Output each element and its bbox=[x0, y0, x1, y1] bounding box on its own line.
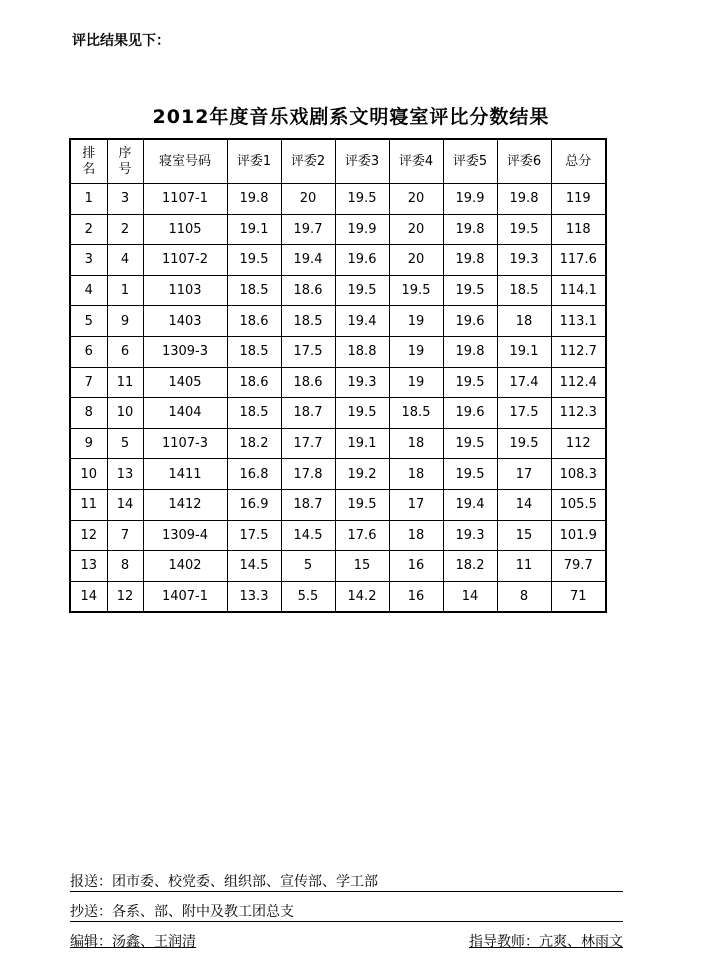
report-to-line bbox=[70, 873, 623, 892]
cell-room: 1403 bbox=[143, 306, 227, 337]
cell-judge-5: 19.5 bbox=[443, 459, 497, 490]
table-row bbox=[70, 428, 606, 459]
cell-judge-3: 19.2 bbox=[335, 459, 389, 490]
header-rank: 排名 bbox=[70, 139, 107, 184]
cell-judge-3: 19.3 bbox=[335, 367, 389, 398]
cell-judge-2: 5 bbox=[281, 551, 335, 582]
score-table-body bbox=[70, 184, 606, 613]
cell-serial: 4 bbox=[107, 245, 143, 276]
intro-text: 评比结果见下： bbox=[72, 33, 170, 49]
cell-room: 1105 bbox=[143, 214, 227, 245]
cell-room: 1107-3 bbox=[143, 428, 227, 459]
cell-judge-1: 18.6 bbox=[227, 367, 281, 398]
cell-judge-3: 19.6 bbox=[335, 245, 389, 276]
cell-judge-3: 19.9 bbox=[335, 214, 389, 245]
cell-judge-2: 18.7 bbox=[281, 398, 335, 429]
cell-judge-3: 19.5 bbox=[335, 184, 389, 215]
cell-judge-1: 16.9 bbox=[227, 489, 281, 520]
cell-judge-6: 14 bbox=[497, 489, 551, 520]
cell-total: 71 bbox=[551, 581, 606, 612]
cell-judge-4: 20 bbox=[389, 214, 443, 245]
cell-total: 119 bbox=[551, 184, 606, 215]
table-row bbox=[70, 306, 606, 337]
cell-judge-6: 15 bbox=[497, 520, 551, 551]
cell-total: 113.1 bbox=[551, 306, 606, 337]
cell-rank: 10 bbox=[70, 459, 107, 490]
cell-judge-1: 17.5 bbox=[227, 520, 281, 551]
cell-serial: 8 bbox=[107, 551, 143, 582]
cell-judge-1: 16.8 bbox=[227, 459, 281, 490]
cell-judge-5: 19.6 bbox=[443, 306, 497, 337]
cell-judge-3: 18.8 bbox=[335, 336, 389, 367]
cell-judge-5: 19.8 bbox=[443, 336, 497, 367]
table-row bbox=[70, 275, 606, 306]
cell-serial: 9 bbox=[107, 306, 143, 337]
header-judge-5: 评委5 bbox=[443, 139, 497, 184]
cell-total: 117.6 bbox=[551, 245, 606, 276]
cell-rank: 1 bbox=[70, 184, 107, 215]
cell-judge-3: 19.1 bbox=[335, 428, 389, 459]
table-row bbox=[70, 214, 606, 245]
cell-total: 79.7 bbox=[551, 551, 606, 582]
cell-serial: 5 bbox=[107, 428, 143, 459]
cell-judge-3: 19.5 bbox=[335, 275, 389, 306]
cell-judge-5: 19.5 bbox=[443, 275, 497, 306]
cell-total: 114.1 bbox=[551, 275, 606, 306]
header-judge-4: 评委4 bbox=[389, 139, 443, 184]
cell-rank: 12 bbox=[70, 520, 107, 551]
cell-judge-6: 19.1 bbox=[497, 336, 551, 367]
cell-judge-4: 19.5 bbox=[389, 275, 443, 306]
cell-judge-6: 19.8 bbox=[497, 184, 551, 215]
cell-judge-4: 19 bbox=[389, 367, 443, 398]
cell-serial: 10 bbox=[107, 398, 143, 429]
header-judge-3: 评委3 bbox=[335, 139, 389, 184]
cell-judge-1: 19.8 bbox=[227, 184, 281, 215]
cell-serial: 12 bbox=[107, 581, 143, 612]
table-row bbox=[70, 398, 606, 429]
cell-judge-6: 17.5 bbox=[497, 398, 551, 429]
cell-room: 1107-2 bbox=[143, 245, 227, 276]
cell-judge-4: 18.5 bbox=[389, 398, 443, 429]
cell-serial: 6 bbox=[107, 336, 143, 367]
table-row bbox=[70, 336, 606, 367]
cell-judge-2: 18.5 bbox=[281, 306, 335, 337]
cell-judge-4: 19 bbox=[389, 306, 443, 337]
cell-total: 101.9 bbox=[551, 520, 606, 551]
cell-total: 112.3 bbox=[551, 398, 606, 429]
cell-judge-1: 18.5 bbox=[227, 275, 281, 306]
cell-judge-2: 18.7 bbox=[281, 489, 335, 520]
cell-judge-4: 16 bbox=[389, 581, 443, 612]
cell-serial: 1 bbox=[107, 275, 143, 306]
table-row bbox=[70, 520, 606, 551]
cell-judge-4: 18 bbox=[389, 459, 443, 490]
cell-judge-5: 19.8 bbox=[443, 214, 497, 245]
report-to-text: 报送：团市委、校党委、组织部、宣传部、学工部 bbox=[70, 874, 378, 890]
cell-rank: 6 bbox=[70, 336, 107, 367]
table-row bbox=[70, 581, 606, 612]
score-table bbox=[69, 138, 607, 613]
cell-judge-4: 20 bbox=[389, 245, 443, 276]
cell-judge-6: 8 bbox=[497, 581, 551, 612]
cell-judge-5: 19.6 bbox=[443, 398, 497, 429]
cell-total: 108.3 bbox=[551, 459, 606, 490]
cell-judge-2: 19.7 bbox=[281, 214, 335, 245]
cell-judge-3: 17.6 bbox=[335, 520, 389, 551]
cell-judge-5: 14 bbox=[443, 581, 497, 612]
cell-judge-2: 5.5 bbox=[281, 581, 335, 612]
copy-to-line bbox=[70, 903, 623, 922]
cell-room: 1103 bbox=[143, 275, 227, 306]
cell-judge-6: 18.5 bbox=[497, 275, 551, 306]
cell-judge-5: 19.9 bbox=[443, 184, 497, 215]
cell-judge-2: 20 bbox=[281, 184, 335, 215]
cell-rank: 14 bbox=[70, 581, 107, 612]
document-title: 2012年度音乐戏剧系文明寝室评比分数结果 bbox=[152, 106, 550, 128]
header-serial: 序号 bbox=[107, 139, 143, 184]
cell-judge-6: 18 bbox=[497, 306, 551, 337]
cell-total: 112 bbox=[551, 428, 606, 459]
editors-text: 编辑：汤鑫、王润清 bbox=[70, 934, 196, 950]
header-judge-6: 评委6 bbox=[497, 139, 551, 184]
table-row bbox=[70, 489, 606, 520]
header-room: 寝室号码 bbox=[143, 139, 227, 184]
cell-judge-5: 18.2 bbox=[443, 551, 497, 582]
cell-rank: 5 bbox=[70, 306, 107, 337]
cell-judge-6: 19.5 bbox=[497, 214, 551, 245]
cell-judge-6: 19.5 bbox=[497, 428, 551, 459]
cell-judge-5: 19.8 bbox=[443, 245, 497, 276]
cell-rank: 11 bbox=[70, 489, 107, 520]
cell-serial: 13 bbox=[107, 459, 143, 490]
table-header-row bbox=[70, 139, 606, 184]
cell-judge-4: 18 bbox=[389, 428, 443, 459]
advisors-text: 指导教师：亢爽、林雨文 bbox=[469, 934, 623, 950]
cell-judge-3: 14.2 bbox=[335, 581, 389, 612]
table-row bbox=[70, 245, 606, 276]
cell-room: 1404 bbox=[143, 398, 227, 429]
cell-judge-3: 15 bbox=[335, 551, 389, 582]
cell-judge-3: 19.4 bbox=[335, 306, 389, 337]
cell-total: 105.5 bbox=[551, 489, 606, 520]
cell-room: 1411 bbox=[143, 459, 227, 490]
credits-line bbox=[70, 933, 623, 951]
cell-judge-2: 17.7 bbox=[281, 428, 335, 459]
cell-judge-1: 18.6 bbox=[227, 306, 281, 337]
cell-judge-3: 19.5 bbox=[335, 489, 389, 520]
cell-rank: 13 bbox=[70, 551, 107, 582]
table-row bbox=[70, 367, 606, 398]
cell-judge-4: 16 bbox=[389, 551, 443, 582]
cell-judge-5: 19.5 bbox=[443, 367, 497, 398]
header-judge-2: 评委2 bbox=[281, 139, 335, 184]
cell-serial: 7 bbox=[107, 520, 143, 551]
cell-judge-6: 11 bbox=[497, 551, 551, 582]
cell-judge-4: 18 bbox=[389, 520, 443, 551]
cell-room: 1412 bbox=[143, 489, 227, 520]
cell-judge-3: 19.5 bbox=[335, 398, 389, 429]
cell-judge-2: 18.6 bbox=[281, 367, 335, 398]
cell-judge-2: 19.4 bbox=[281, 245, 335, 276]
copy-to-text: 抄送：各系、部、附中及教工团总支 bbox=[70, 904, 294, 920]
cell-rank: 8 bbox=[70, 398, 107, 429]
cell-rank: 9 bbox=[70, 428, 107, 459]
cell-judge-4: 17 bbox=[389, 489, 443, 520]
cell-total: 118 bbox=[551, 214, 606, 245]
cell-judge-6: 17.4 bbox=[497, 367, 551, 398]
cell-judge-6: 19.3 bbox=[497, 245, 551, 276]
cell-room: 1309-4 bbox=[143, 520, 227, 551]
cell-total: 112.4 bbox=[551, 367, 606, 398]
header-total: 总分 bbox=[551, 139, 606, 184]
cell-judge-2: 18.6 bbox=[281, 275, 335, 306]
cell-room: 1407-1 bbox=[143, 581, 227, 612]
cell-judge-2: 14.5 bbox=[281, 520, 335, 551]
cell-serial: 3 bbox=[107, 184, 143, 215]
cell-judge-5: 19.3 bbox=[443, 520, 497, 551]
cell-serial: 14 bbox=[107, 489, 143, 520]
cell-rank: 2 bbox=[70, 214, 107, 245]
cell-serial: 2 bbox=[107, 214, 143, 245]
cell-judge-1: 14.5 bbox=[227, 551, 281, 582]
cell-room: 1107-1 bbox=[143, 184, 227, 215]
cell-rank: 4 bbox=[70, 275, 107, 306]
cell-serial: 11 bbox=[107, 367, 143, 398]
cell-judge-4: 20 bbox=[389, 184, 443, 215]
cell-judge-1: 18.5 bbox=[227, 398, 281, 429]
cell-judge-1: 13.3 bbox=[227, 581, 281, 612]
cell-room: 1405 bbox=[143, 367, 227, 398]
cell-room: 1309-3 bbox=[143, 336, 227, 367]
cell-judge-2: 17.5 bbox=[281, 336, 335, 367]
cell-rank: 7 bbox=[70, 367, 107, 398]
cell-rank: 3 bbox=[70, 245, 107, 276]
header-judge-1: 评委1 bbox=[227, 139, 281, 184]
cell-judge-1: 19.5 bbox=[227, 245, 281, 276]
cell-judge-5: 19.5 bbox=[443, 428, 497, 459]
cell-judge-6: 17 bbox=[497, 459, 551, 490]
cell-judge-1: 19.1 bbox=[227, 214, 281, 245]
table-row bbox=[70, 551, 606, 582]
table-row bbox=[70, 184, 606, 215]
table-row bbox=[70, 459, 606, 490]
cell-room: 1402 bbox=[143, 551, 227, 582]
cell-judge-5: 19.4 bbox=[443, 489, 497, 520]
cell-judge-2: 17.8 bbox=[281, 459, 335, 490]
cell-total: 112.7 bbox=[551, 336, 606, 367]
cell-judge-1: 18.5 bbox=[227, 336, 281, 367]
cell-judge-1: 18.2 bbox=[227, 428, 281, 459]
cell-judge-4: 19 bbox=[389, 336, 443, 367]
